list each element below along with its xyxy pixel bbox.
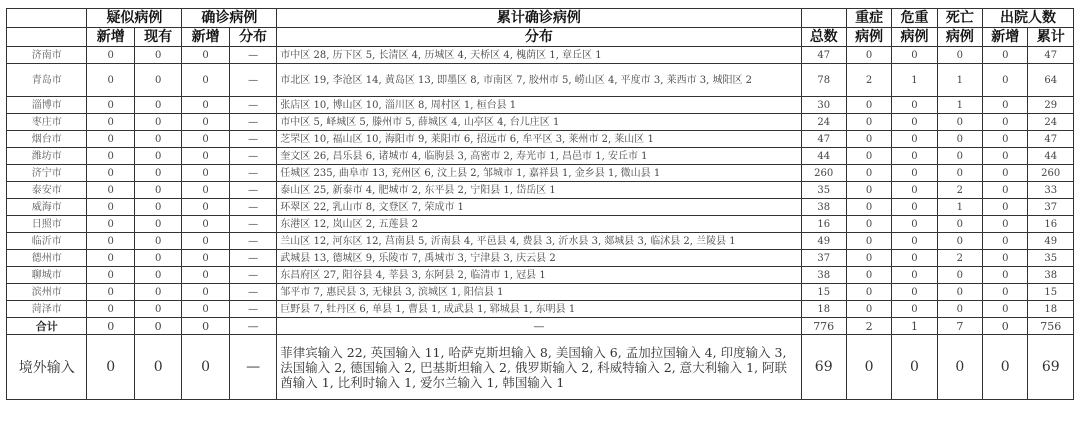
- total-discharged-total: 756: [1028, 318, 1074, 335]
- discharged-new: 0: [983, 250, 1028, 267]
- imported-suspected-new: 0: [87, 335, 134, 400]
- table-row: [7, 216, 1074, 233]
- discharged-total: 15: [1028, 284, 1074, 301]
- severe-cases: 0: [846, 216, 891, 233]
- death-cases: 0: [937, 148, 982, 165]
- suspected-new: 0: [87, 148, 134, 165]
- report-container: [6, 8, 1074, 400]
- city-name: 聊城市: [7, 267, 87, 284]
- table-row: [7, 233, 1074, 250]
- imported-suspected-current: 0: [134, 335, 181, 400]
- severe-cases: 0: [846, 199, 891, 216]
- imported-discharged-new: 0: [983, 335, 1028, 400]
- header-severe: 重症: [846, 9, 891, 28]
- confirmed-new: 0: [182, 216, 229, 233]
- city-name: 淄博市: [7, 97, 87, 114]
- confirmed-distribution: —: [229, 97, 276, 114]
- imported-row: [7, 335, 1074, 400]
- confirmed-distribution: —: [229, 199, 276, 216]
- suspected-new: 0: [87, 216, 134, 233]
- table-row: [7, 250, 1074, 267]
- severe-cases: 0: [846, 131, 891, 148]
- discharged-total: 44: [1028, 148, 1074, 165]
- total-confirmed-new: 0: [182, 318, 229, 335]
- cumulative-distribution: 东昌府区 27, 阳谷县 4, 莘县 3, 东阿县 2, 临清市 1, 冠县 1: [277, 267, 801, 284]
- city-name: 菏泽市: [7, 301, 87, 318]
- subheader-discharged-new: 新增: [983, 28, 1028, 47]
- confirmed-new: 0: [182, 114, 229, 131]
- confirmed-new: 0: [182, 148, 229, 165]
- confirmed-new: 0: [182, 97, 229, 114]
- death-cases: 0: [937, 165, 982, 182]
- discharged-new: 0: [983, 284, 1028, 301]
- discharged-total: 18: [1028, 301, 1074, 318]
- severe-cases: 0: [846, 267, 891, 284]
- critical-cases: 0: [892, 131, 937, 148]
- cumulative-total: 35: [801, 182, 846, 199]
- cumulative-total: 37: [801, 250, 846, 267]
- confirmed-new: 0: [182, 284, 229, 301]
- suspected-new: 0: [87, 97, 134, 114]
- cumulative-distribution: 兰山区 12, 河东区 12, 莒南县 5, 沂南县 4, 平邑县 4, 费县 3, 沂水县 3, 郯城县 3, 临沭县 2, 兰陵县 1: [277, 233, 801, 250]
- suspected-current: 0: [134, 267, 181, 284]
- cumulative-total: 49: [801, 233, 846, 250]
- total-critical-cases: 1: [892, 318, 937, 335]
- city-name: 日照市: [7, 216, 87, 233]
- suspected-current: 0: [134, 216, 181, 233]
- severe-cases: 2: [846, 64, 891, 97]
- discharged-total: 37: [1028, 199, 1074, 216]
- severe-cases: 0: [846, 114, 891, 131]
- imported-label: 境外输入: [7, 335, 87, 400]
- subheader-confirmed-distribution: 分布: [229, 28, 276, 47]
- imported-critical-cases: 0: [892, 335, 937, 400]
- cumulative-distribution: 奎文区 26, 昌乐县 6, 诸城市 4, 临朐县 3, 高密市 2, 寿光市 1, 昌邑市 1, 安丘市 1: [277, 148, 801, 165]
- confirmed-distribution: —: [229, 216, 276, 233]
- table-header: [7, 9, 1074, 47]
- death-cases: 0: [937, 131, 982, 148]
- covid-cases-table: [6, 8, 1074, 400]
- critical-cases: 1: [892, 64, 937, 97]
- cumulative-distribution: 巨野县 7, 牡丹区 6, 单县 1, 曹县 1, 成武县 1, 郓城县 1, 东明县 1: [277, 301, 801, 318]
- confirmed-new: 0: [182, 199, 229, 216]
- death-cases: 1: [937, 64, 982, 97]
- critical-cases: 0: [892, 284, 937, 301]
- total-cumulative-distribution: —: [277, 318, 801, 335]
- imported-cumulative-total: 69: [801, 335, 846, 400]
- discharged-total: 35: [1028, 250, 1074, 267]
- critical-cases: 0: [892, 148, 937, 165]
- confirmed-distribution: —: [229, 267, 276, 284]
- suspected-current: 0: [134, 182, 181, 199]
- subheader-death-cases: 病例: [937, 28, 982, 47]
- discharged-new: 0: [983, 148, 1028, 165]
- discharged-total: 47: [1028, 47, 1074, 64]
- table-row: [7, 199, 1074, 216]
- critical-cases: 0: [892, 301, 937, 318]
- discharged-new: 0: [983, 97, 1028, 114]
- severe-cases: 0: [846, 233, 891, 250]
- discharged-total: 29: [1028, 97, 1074, 114]
- cumulative-distribution: 武城县 13, 德城区 9, 乐陵市 7, 禹城市 3, 宁津县 3, 庆云县 2: [277, 250, 801, 267]
- severe-cases: 0: [846, 148, 891, 165]
- confirmed-new: 0: [182, 64, 229, 97]
- cumulative-distribution: 环翠区 22, 乳山市 8, 文登区 7, 荣成市 1: [277, 199, 801, 216]
- suspected-new: 0: [87, 182, 134, 199]
- discharged-new: 0: [983, 182, 1028, 199]
- suspected-current: 0: [134, 64, 181, 97]
- total-label: 合计: [7, 318, 87, 335]
- suspected-current: 0: [134, 114, 181, 131]
- death-cases: 0: [937, 301, 982, 318]
- death-cases: 0: [937, 284, 982, 301]
- suspected-current: 0: [134, 148, 181, 165]
- header-discharged: 出院人数: [983, 9, 1074, 28]
- table-body: [7, 47, 1074, 400]
- severe-cases: 0: [846, 97, 891, 114]
- cumulative-total: 38: [801, 267, 846, 284]
- cumulative-total: 260: [801, 165, 846, 182]
- severe-cases: 0: [846, 250, 891, 267]
- death-cases: 1: [937, 199, 982, 216]
- discharged-new: 0: [983, 199, 1028, 216]
- severe-cases: 0: [846, 165, 891, 182]
- confirmed-distribution: —: [229, 165, 276, 182]
- cumulative-distribution: 市中区 5, 峄城区 5, 滕州市 5, 薛城区 4, 山亭区 4, 台儿庄区 1: [277, 114, 801, 131]
- cumulative-total: 78: [801, 64, 846, 97]
- header-confirmed: 确诊病例: [182, 9, 277, 28]
- suspected-new: 0: [87, 284, 134, 301]
- death-cases: 0: [937, 216, 982, 233]
- discharged-new: 0: [983, 64, 1028, 97]
- subheader-suspected-new: 新增: [87, 28, 134, 47]
- death-cases: 0: [937, 233, 982, 250]
- critical-cases: 0: [892, 114, 937, 131]
- critical-cases: 0: [892, 182, 937, 199]
- discharged-total: 24: [1028, 114, 1074, 131]
- city-name: 济南市: [7, 47, 87, 64]
- table-row: [7, 64, 1074, 97]
- discharged-total: 49: [1028, 233, 1074, 250]
- discharged-total: 33: [1028, 182, 1074, 199]
- imported-death-cases: 0: [937, 335, 982, 400]
- confirmed-new: 0: [182, 165, 229, 182]
- discharged-total: 38: [1028, 267, 1074, 284]
- critical-cases: 0: [892, 199, 937, 216]
- suspected-current: 0: [134, 47, 181, 64]
- cumulative-distribution: 市北区 19, 李沧区 14, 黄岛区 13, 即墨区 8, 市南区 7, 胶州市 5, 崂山区 4, 平度市 3, 莱西市 3, 城阳区 2: [277, 64, 801, 97]
- critical-cases: 0: [892, 165, 937, 182]
- confirmed-new: 0: [182, 267, 229, 284]
- critical-cases: 0: [892, 216, 937, 233]
- table-row: [7, 114, 1074, 131]
- severe-cases: 0: [846, 284, 891, 301]
- subheader-blank: [7, 28, 87, 47]
- header-critical: 危重: [892, 9, 937, 28]
- severe-cases: 0: [846, 47, 891, 64]
- death-cases: 0: [937, 267, 982, 284]
- confirmed-new: 0: [182, 47, 229, 64]
- confirmed-new: 0: [182, 131, 229, 148]
- suspected-current: 0: [134, 165, 181, 182]
- table-row: [7, 267, 1074, 284]
- confirmed-new: 0: [182, 233, 229, 250]
- city-name: 威海市: [7, 199, 87, 216]
- subheader-discharged-total: 累计: [1028, 28, 1074, 47]
- discharged-new: 0: [983, 301, 1028, 318]
- cumulative-distribution: 张店区 10, 博山区 10, 淄川区 8, 周村区 1, 桓台县 1: [277, 97, 801, 114]
- imported-confirmed-new: 0: [182, 335, 229, 400]
- confirmed-distribution: —: [229, 233, 276, 250]
- confirmed-distribution: —: [229, 284, 276, 301]
- suspected-new: 0: [87, 267, 134, 284]
- critical-cases: 0: [892, 97, 937, 114]
- cumulative-total: 47: [801, 131, 846, 148]
- imported-discharged-total: 69: [1028, 335, 1074, 400]
- discharged-new: 0: [983, 114, 1028, 131]
- table-row: [7, 47, 1074, 64]
- confirmed-distribution: —: [229, 301, 276, 318]
- confirmed-distribution: —: [229, 182, 276, 199]
- suspected-new: 0: [87, 250, 134, 267]
- subheader-confirmed-new: 新增: [182, 28, 229, 47]
- discharged-total: 16: [1028, 216, 1074, 233]
- imported-confirmed-distribution: —: [229, 335, 276, 400]
- cumulative-distribution: 市中区 28, 历下区 5, 长清区 4, 历城区 4, 天桥区 4, 槐荫区 1, 章丘区 1: [277, 47, 801, 64]
- header-total-blank: [801, 9, 846, 28]
- city-name: 滨州市: [7, 284, 87, 301]
- death-cases: 0: [937, 114, 982, 131]
- total-suspected-new: 0: [87, 318, 134, 335]
- discharged-new: 0: [983, 165, 1028, 182]
- header-blank: [7, 9, 87, 28]
- suspected-new: 0: [87, 131, 134, 148]
- table-row: [7, 301, 1074, 318]
- cumulative-total: 44: [801, 148, 846, 165]
- cumulative-distribution: 芝罘区 10, 福山区 10, 海阳市 9, 莱阳市 6, 招远市 6, 牟平区 3, 莱州市 2, 莱山区 1: [277, 131, 801, 148]
- cumulative-distribution: 任城区 235, 曲阜市 13, 兖州区 6, 汶上县 2, 邹城市 1, 嘉祥县 1, 金乡县 1, 微山县 1: [277, 165, 801, 182]
- suspected-current: 0: [134, 97, 181, 114]
- cumulative-total: 15: [801, 284, 846, 301]
- discharged-new: 0: [983, 131, 1028, 148]
- critical-cases: 0: [892, 267, 937, 284]
- subheader-total-count: 总数: [801, 28, 846, 47]
- death-cases: 2: [937, 182, 982, 199]
- suspected-new: 0: [87, 199, 134, 216]
- severe-cases: 0: [846, 301, 891, 318]
- cumulative-total: 24: [801, 114, 846, 131]
- header-cumulative: 累计确诊病例: [277, 9, 801, 28]
- total-discharged-new: 0: [983, 318, 1028, 335]
- cumulative-distribution: 泰山区 25, 新泰市 4, 肥城市 2, 东平县 2, 宁阳县 1, 岱岳区 1: [277, 182, 801, 199]
- suspected-current: 0: [134, 233, 181, 250]
- suspected-new: 0: [87, 233, 134, 250]
- discharged-new: 0: [983, 267, 1028, 284]
- subheader-suspected-current: 现有: [134, 28, 181, 47]
- total-severe-cases: 2: [846, 318, 891, 335]
- city-name: 青岛市: [7, 64, 87, 97]
- header-suspected: 疑似病例: [87, 9, 182, 28]
- suspected-current: 0: [134, 199, 181, 216]
- discharged-new: 0: [983, 233, 1028, 250]
- city-name: 临沂市: [7, 233, 87, 250]
- discharged-total: 47: [1028, 131, 1074, 148]
- discharged-total: 260: [1028, 165, 1074, 182]
- cumulative-distribution: 邹平市 7, 惠民县 3, 无棣县 3, 滨城区 1, 阳信县 1: [277, 284, 801, 301]
- table-row: [7, 131, 1074, 148]
- death-cases: 2: [937, 250, 982, 267]
- total-death-cases: 7: [937, 318, 982, 335]
- suspected-current: 0: [134, 250, 181, 267]
- city-name: 烟台市: [7, 131, 87, 148]
- table-row: [7, 284, 1074, 301]
- imported-severe-cases: 0: [846, 335, 891, 400]
- suspected-new: 0: [87, 165, 134, 182]
- confirmed-distribution: —: [229, 131, 276, 148]
- city-name: 德州市: [7, 250, 87, 267]
- suspected-current: 0: [134, 284, 181, 301]
- total-row: [7, 318, 1074, 335]
- city-name: 济宁市: [7, 165, 87, 182]
- table-row: [7, 182, 1074, 199]
- subheader-cumulative-distribution: 分布: [277, 28, 801, 47]
- death-cases: 1: [937, 97, 982, 114]
- table-row: [7, 148, 1074, 165]
- confirmed-new: 0: [182, 182, 229, 199]
- subheader-severe-cases: 病例: [846, 28, 891, 47]
- city-name: 枣庄市: [7, 114, 87, 131]
- total-cumulative-total: 776: [801, 318, 846, 335]
- header-death: 死亡: [937, 9, 982, 28]
- confirmed-distribution: —: [229, 114, 276, 131]
- suspected-new: 0: [87, 64, 134, 97]
- confirmed-distribution: —: [229, 47, 276, 64]
- critical-cases: 0: [892, 47, 937, 64]
- confirmed-new: 0: [182, 250, 229, 267]
- suspected-new: 0: [87, 47, 134, 64]
- confirmed-distribution: —: [229, 148, 276, 165]
- cumulative-distribution: 东港区 12, 岚山区 2, 五莲县 2: [277, 216, 801, 233]
- cumulative-total: 16: [801, 216, 846, 233]
- total-suspected-current: 0: [134, 318, 181, 335]
- suspected-new: 0: [87, 114, 134, 131]
- discharged-new: 0: [983, 47, 1028, 64]
- city-name: 潍坊市: [7, 148, 87, 165]
- suspected-new: 0: [87, 301, 134, 318]
- suspected-current: 0: [134, 301, 181, 318]
- table-row: [7, 165, 1074, 182]
- cumulative-total: 47: [801, 47, 846, 64]
- confirmed-new: 0: [182, 301, 229, 318]
- critical-cases: 0: [892, 233, 937, 250]
- severe-cases: 0: [846, 182, 891, 199]
- death-cases: 0: [937, 47, 982, 64]
- cumulative-total: 18: [801, 301, 846, 318]
- critical-cases: 0: [892, 250, 937, 267]
- subheader-critical-cases: 病例: [892, 28, 937, 47]
- total-confirmed-distribution: —: [229, 318, 276, 335]
- suspected-current: 0: [134, 131, 181, 148]
- cumulative-total: 30: [801, 97, 846, 114]
- confirmed-distribution: —: [229, 250, 276, 267]
- table-row: [7, 97, 1074, 114]
- discharged-total: 64: [1028, 64, 1074, 97]
- city-name: 泰安市: [7, 182, 87, 199]
- imported-cumulative-distribution: 菲律宾输入 22, 英国输入 11, 哈萨克斯坦输入 8, 美国输入 6, 孟加拉国输入 4, 印度输入 3, 法国输入 2, 德国输入 2, 巴基斯坦输入 2, 俄罗斯输入 2, 科威特输入 2, 意大利输入 1, 阿联酋输入 1, 比利时输入 1, 爱尔兰输入 1, 韩国输入 1: [277, 335, 801, 400]
- confirmed-distribution: —: [229, 64, 276, 97]
- discharged-new: 0: [983, 216, 1028, 233]
- cumulative-total: 38: [801, 199, 846, 216]
